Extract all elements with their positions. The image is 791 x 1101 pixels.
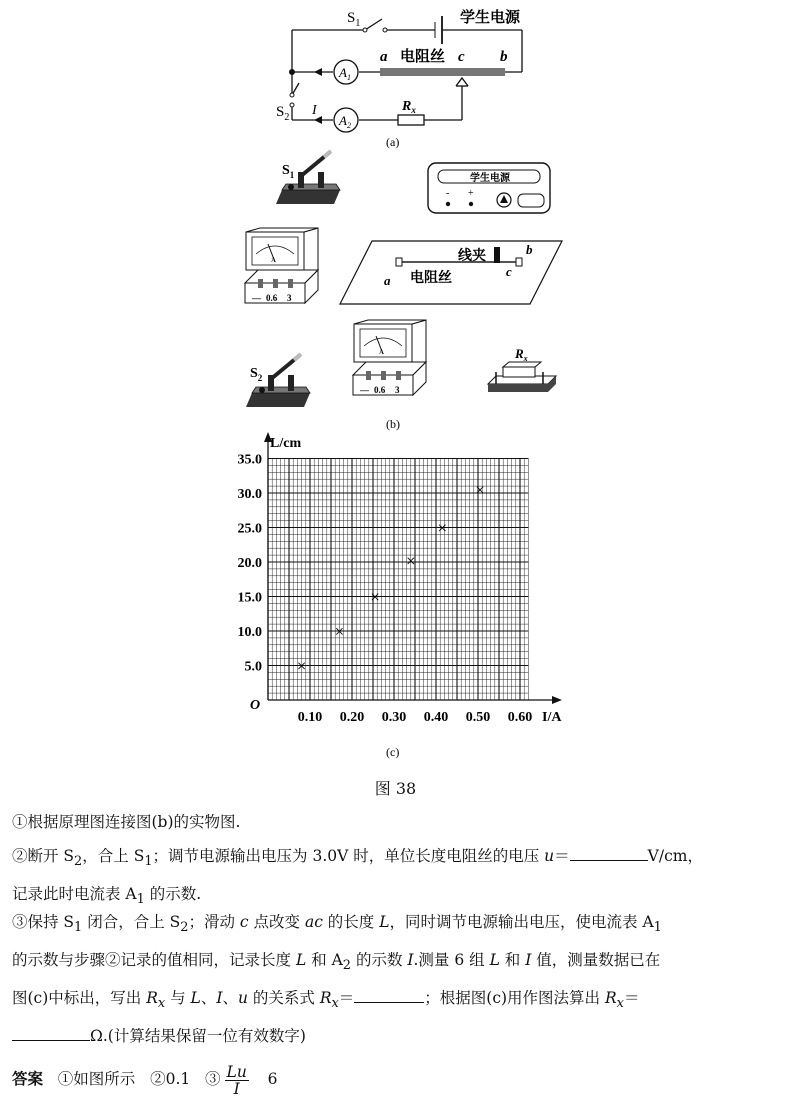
svg-text:+: +	[468, 188, 474, 199]
label-current-i: I	[312, 103, 317, 118]
svg-text:a: a	[384, 273, 391, 288]
answer-blank-rx-formula[interactable]	[354, 986, 424, 1003]
label-ammeter-a2: $A_2$	[339, 113, 351, 130]
x-tick-label: 0.10	[297, 710, 323, 725]
x-tick-label: 0.40	[423, 710, 449, 725]
svg-text:A: A	[379, 348, 385, 356]
question-3: ③保持 $S_1$ 闭合，合上 $S_2$；滑动 c 点改变 ac 的长度 L，同时调节电源输出电压，使电流表 $A_1$ 的示数与步骤②记录的值相同，记录长度 L 和 $A_2$ 的示数 I.测量 6 组 L 和 I 值，测量数据已在 图(c)中标出，写出 $R_x$ 与 L、I、u 的关系式 $R_x=$ ；根据图(c)用作图法算出 $R_x=$ Ω.(计算结果保留一位有效数字)	[12, 913, 662, 1046]
x-axis-arrow	[552, 696, 562, 704]
data-point: ×	[475, 480, 485, 500]
data-point: ×	[296, 656, 307, 676]
x-axis-label: I/A	[542, 710, 562, 725]
y-tick-label: 25.0	[237, 521, 262, 537]
svg-text:—: —	[252, 293, 261, 303]
data-point: ×	[370, 587, 380, 607]
origin-label: O	[250, 698, 261, 713]
svg-text:0.6: 0.6	[374, 385, 386, 395]
label-rx: $R_x$	[402, 99, 416, 115]
caption-b: (b)	[386, 417, 400, 431]
label-power-supply: 学生电源	[460, 10, 521, 26]
svg-text:A: A	[271, 256, 277, 264]
svg-text:b: b	[526, 242, 533, 257]
answer-label: 答案	[12, 1070, 44, 1088]
svg-text:-: -	[446, 188, 450, 199]
answer-blank-u[interactable]	[570, 844, 648, 861]
answer-blank-rx-value[interactable]	[12, 1024, 90, 1041]
data-point: ×	[406, 551, 416, 571]
svg-text:—: —	[360, 385, 369, 395]
question-2: ②断开 $S_2$，合上 $S_1$；调节电源输出电压为 3.0V 时，单位长度电阻丝的电压 u＝ V/cm， 记录此时电流表 $A_1$ 的示数.	[12, 840, 782, 916]
y-tick-label: 5.0	[244, 659, 262, 675]
svg-text:S2: $S_2$	[250, 366, 263, 383]
y-tick-label: 10.0	[237, 625, 262, 640]
x-tick-label: 0.60	[507, 710, 533, 725]
svg-text:学生电源: 学生电源	[470, 173, 510, 184]
x-tick-label: 0.20	[339, 710, 365, 725]
answer-line: 答案 ①如图所示 ②0.1 ③ $\frac{Lu}{I}$ 6	[12, 1062, 278, 1098]
answer-fraction: $\frac{Lu}{I}$	[226, 1062, 247, 1098]
svg-text:线夹: 线夹	[458, 249, 486, 264]
label-wire-c: c	[458, 49, 465, 65]
label-s1: $S_1$	[347, 10, 361, 29]
y-tick-label: 35.0	[237, 452, 262, 468]
label-s2: $S_2$	[276, 104, 290, 123]
y-axis-label: L/cm	[270, 436, 302, 451]
svg-text:3: 3	[395, 385, 400, 395]
svg-text:0.6: 0.6	[266, 293, 278, 303]
y-tick-label: 15.0	[237, 590, 262, 606]
data-point: ×	[437, 518, 448, 538]
svg-text:c: c	[506, 264, 512, 279]
x-tick-label: 0.30	[381, 710, 407, 725]
caption-a: (a)	[386, 135, 400, 149]
x-tick-label: 0.50	[465, 710, 491, 725]
svg-text:Rx: $R_x$	[515, 346, 528, 363]
y-tick-label: 20.0	[237, 556, 262, 571]
y-tick-label: 30.0	[237, 487, 262, 502]
svg-text:电阻丝: 电阻丝	[410, 271, 452, 286]
data-point: ×	[334, 622, 345, 641]
caption-c: (c)	[386, 745, 400, 759]
figure-caption: 图 38	[374, 779, 417, 798]
svg-text:3: 3	[287, 293, 292, 303]
question-1: ①根据原理图连接图(b)的实物图.	[12, 813, 241, 831]
label-wire-a: a	[380, 49, 388, 65]
svg-text:S1: $S_1$	[282, 163, 295, 180]
label-wire-b: b	[500, 49, 508, 65]
label-resistance-wire: 电阻丝	[400, 49, 446, 65]
label-ammeter-a1: $A_1$	[339, 65, 351, 82]
